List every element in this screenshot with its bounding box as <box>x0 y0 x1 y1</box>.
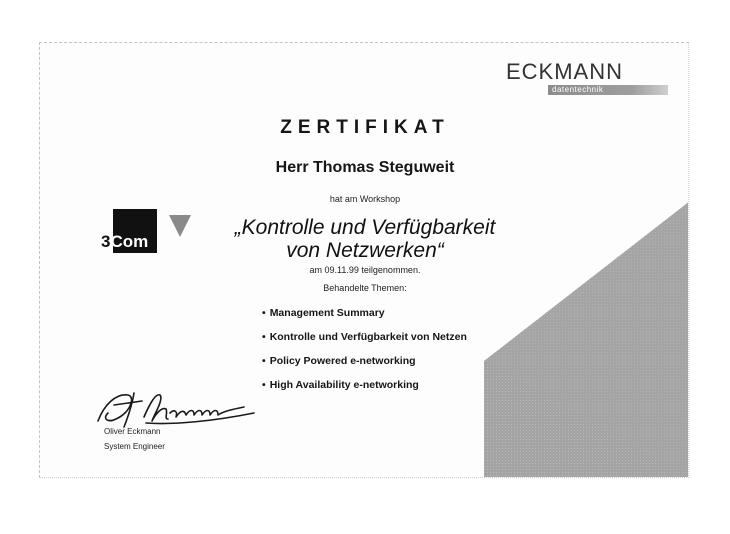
workshop-title-line1: „Kontrolle und Verfügbarkeit <box>234 216 496 239</box>
topics-label: Behandelte Themen: <box>323 283 407 293</box>
topic-item: • Management Summary <box>262 306 467 330</box>
certificate-sheet <box>39 42 689 478</box>
handwritten-signature <box>94 383 284 431</box>
signer-role: System Engineer <box>104 442 165 451</box>
topic-item: • High Availability e-networking <box>262 378 467 402</box>
topic-item: • Policy Powered e-networking <box>262 354 467 378</box>
recipient-name: Herr Thomas Steguweit <box>275 159 455 176</box>
workshop-title-line2: von Netzwerken“ <box>286 239 444 262</box>
eckmann-logo-tagline: datentechnik <box>552 85 604 94</box>
eckmann-logo-word: ECKMANN <box>506 59 624 84</box>
topic-item: • Kontrolle und Verfügbarkeit von Netzen <box>262 330 467 354</box>
topics-list <box>262 306 467 402</box>
3com-logo-digit: 3 <box>101 232 111 251</box>
certificate-title: ZERTIFIKAT <box>280 117 450 138</box>
eckmann-logo <box>506 61 676 97</box>
date-line: am 09.11.99 teilgenommen. <box>309 265 421 275</box>
signer-name: Oliver Eckmann <box>104 427 161 436</box>
3com-logo-rest: Com <box>110 232 149 251</box>
intro-text: hat am Workshop <box>329 194 401 204</box>
